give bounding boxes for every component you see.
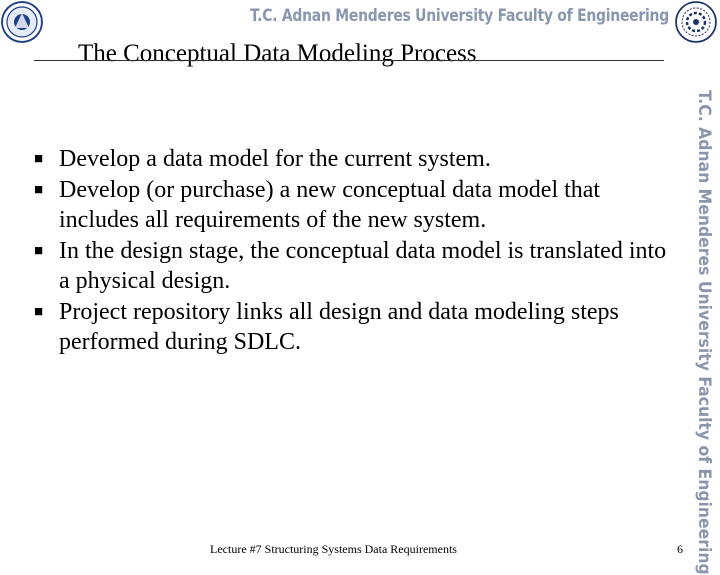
bullet-item bbox=[34, 144, 674, 174]
bullet-text: Develop a data model for the current system. bbox=[59, 146, 491, 172]
bullet-item bbox=[34, 236, 674, 296]
side-banner: T.C. Adnan Menderes University Faculty of Engineering bbox=[694, 90, 714, 575]
page-number: 6 bbox=[677, 542, 683, 556]
bullet-item bbox=[34, 175, 674, 235]
square-bullet-icon: ■ bbox=[34, 182, 44, 198]
bullet-text: Project repository links all design and data modeling steps performed during SDLC. bbox=[59, 299, 619, 355]
bullet-item bbox=[34, 297, 674, 357]
square-bullet-icon: ■ bbox=[34, 151, 44, 167]
engineering-seal-icon bbox=[675, 1, 717, 43]
banner-title: T.C. Adnan Menderes University Faculty of Engineering bbox=[250, 6, 669, 26]
title-underline bbox=[34, 60, 664, 61]
square-bullet-icon: ■ bbox=[34, 304, 44, 320]
square-bullet-icon: ■ bbox=[34, 243, 44, 259]
bullet-text: In the design stage, the conceptual data model is translated into a physical design. bbox=[59, 238, 667, 294]
bullet-list bbox=[34, 144, 674, 358]
university-seal-icon bbox=[1, 1, 43, 43]
bullet-text: Develop (or purchase) a new conceptual data model that includes all requirements of the new system. bbox=[59, 177, 601, 233]
footer-lecture: Lecture #7 Structuring Systems Data Requirements bbox=[210, 542, 457, 556]
header-banner bbox=[0, 0, 720, 36]
slide-title: The Conceptual Data Modeling Process bbox=[78, 40, 477, 67]
